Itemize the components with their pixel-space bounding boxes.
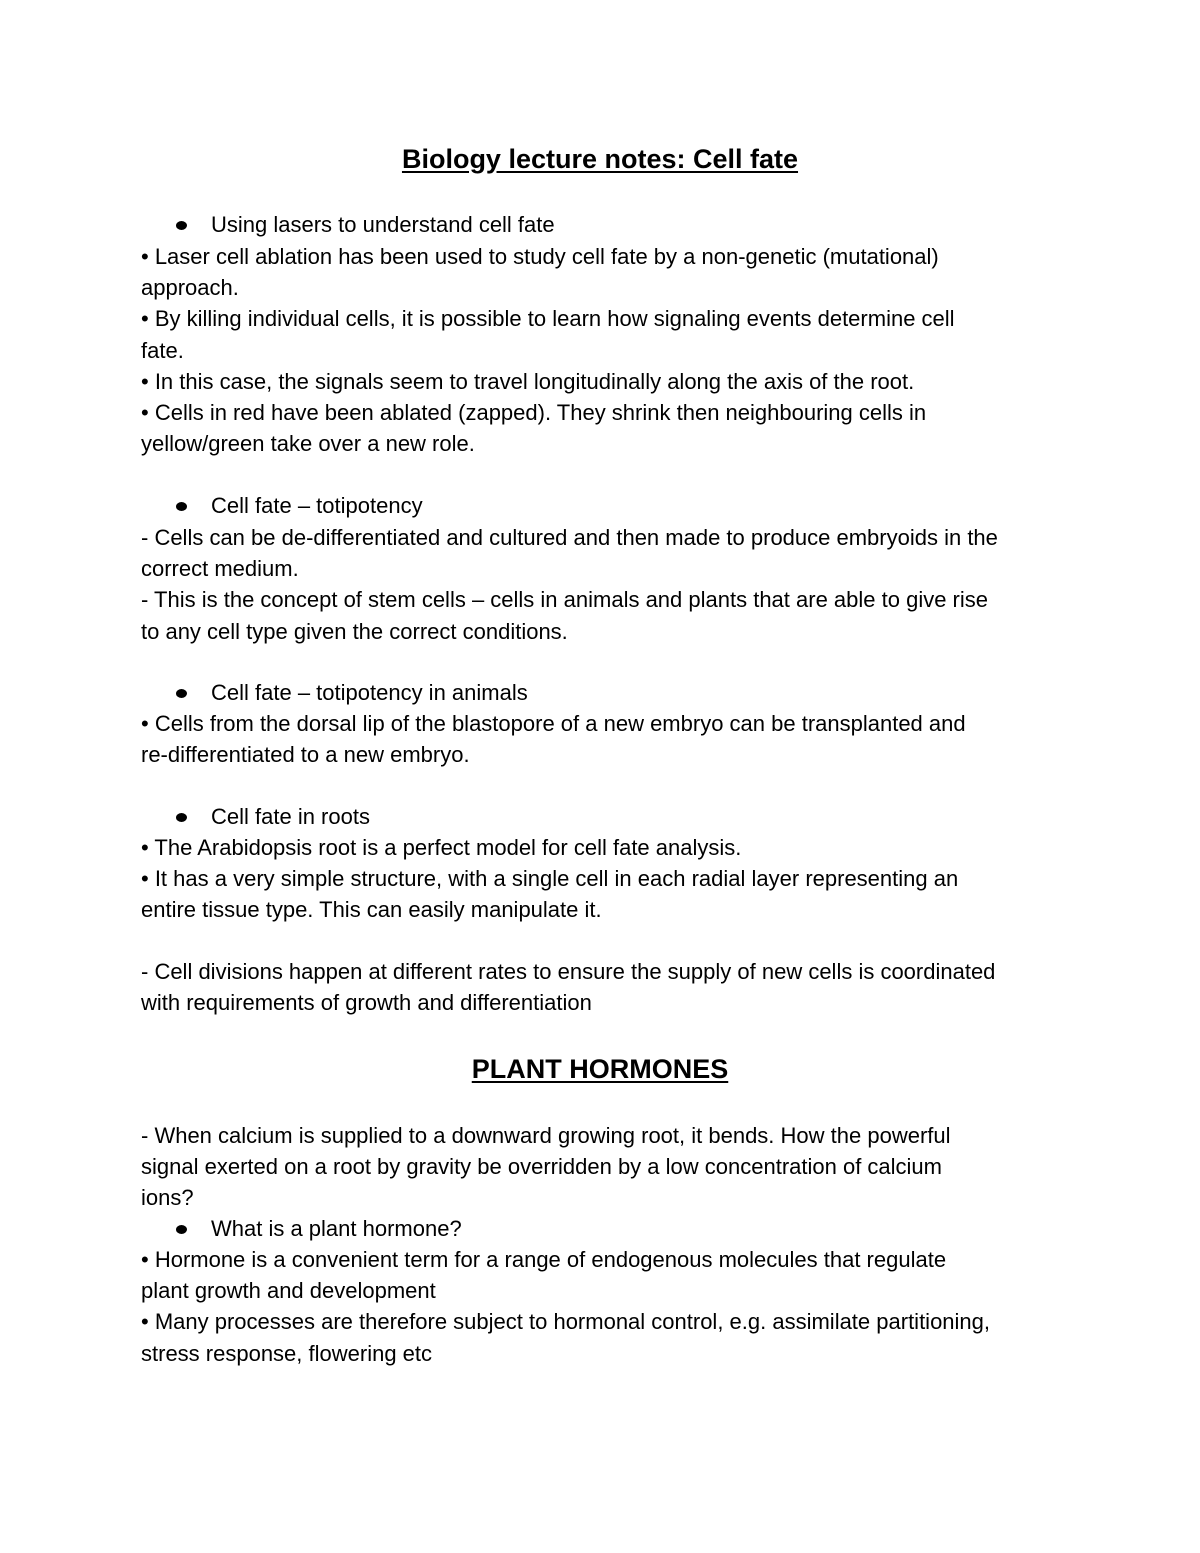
section-heading-text: Cell fate – totipotency in animals	[211, 680, 528, 705]
text-line: signal exerted on a root by gravity be overridden by a low concentration of calcium	[141, 1154, 942, 1180]
bullet-icon	[176, 813, 187, 822]
section-body-lasers	[141, 241, 1071, 459]
text-line: ions?	[141, 1185, 194, 1211]
text-line: stress response, flowering etc	[141, 1340, 433, 1366]
plant-hormone-body	[141, 1244, 1071, 1369]
text-line: • Cells in red have been ablated (zapped). They shrink then neighbouring cells in	[141, 400, 927, 426]
text-line: • Laser cell ablation has been used to study cell fate by a non-genetic (mutational)	[141, 244, 939, 269]
text-line: to any cell type given the correct conditions.	[141, 618, 568, 644]
bullet-icon	[176, 1225, 187, 1234]
text-line: plant growth and development	[141, 1278, 436, 1304]
section-body-totipotency	[141, 522, 1071, 647]
text-line: • The Arabidopsis root is a perfect model for cell fate analysis.	[141, 835, 742, 860]
text-line: yellow/green take over a new role.	[141, 431, 475, 457]
text-line: fate.	[141, 337, 184, 363]
bullet-icon	[176, 689, 187, 698]
text-line: - This is the concept of stem cells – cells in animals and plants that are able to give rise	[141, 587, 989, 613]
section-heading-text: Cell fate in roots	[211, 804, 370, 829]
text-line: approach.	[141, 275, 239, 301]
plant-hormones-title: PLANT HORMONES	[471, 1054, 729, 1084]
text-line: re-differentiated to a new embryo.	[141, 742, 470, 768]
text-line: - Cells can be de-differentiated and cultured and then made to produce embryoids in the	[141, 525, 998, 550]
section-heading-text: Using lasers to understand cell fate	[211, 212, 555, 237]
section-body-animals	[141, 708, 1071, 770]
text-line: correct medium.	[141, 556, 299, 582]
section-heading-text: What is a plant hormone?	[211, 1216, 462, 1241]
text-line: - When calcium is supplied to a downward growing root, it bends. How the powerful	[141, 1123, 951, 1148]
text-line: - Cell divisions happen at different rates to ensure the supply of new cells is coordinated	[141, 959, 996, 984]
bullet-icon	[176, 221, 187, 230]
text-line: • Many processes are therefore subject to hormonal control, e.g. assimilate partitioning,	[141, 1309, 991, 1335]
text-line: • In this case, the signals seem to travel longitudinally along the axis of the root.	[141, 368, 915, 394]
text-line: • Cells from the dorsal lip of the blastopore of a new embryo can be transplanted and	[141, 711, 966, 736]
bullet-icon	[176, 502, 187, 511]
text-line: with requirements of growth and differentiation	[141, 990, 592, 1016]
text-line: • It has a very simple structure, with a single cell in each radial layer representing an	[141, 866, 959, 892]
page-title: Biology lecture notes: Cell fate	[401, 144, 799, 174]
text-line: • By killing individual cells, it is possible to learn how signaling events determine cell	[141, 306, 955, 332]
section-body-roots	[141, 832, 1071, 926]
plant-hormones-intro	[141, 1120, 1071, 1214]
section-heading-text: Cell fate – totipotency	[211, 493, 423, 518]
text-line: entire tissue type. This can easily manipulate it.	[141, 897, 602, 923]
cell-divisions-paragraph	[141, 956, 1071, 1018]
text-line: • Hormone is a convenient term for a range of endogenous molecules that regulate	[141, 1247, 947, 1272]
